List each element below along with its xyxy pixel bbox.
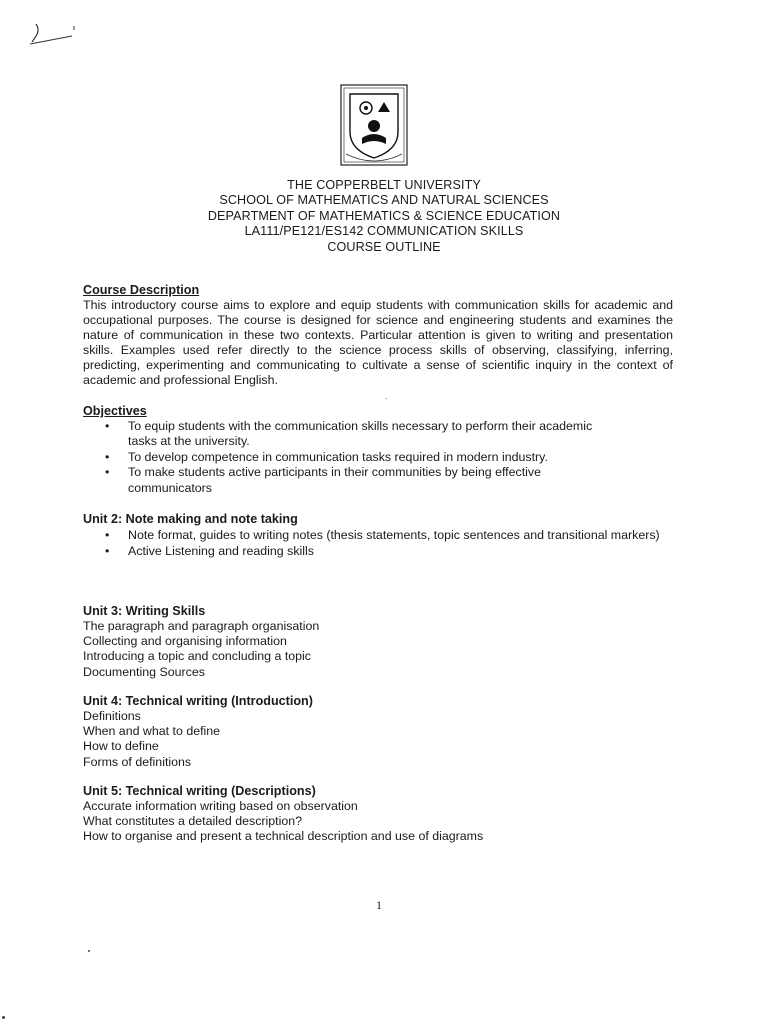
list-item: • Note format, guides to writing notes (thesis statements, topic sentences and transitional markers) [83, 528, 673, 543]
university-name: THE COPPERBELT UNIVERSITY [287, 178, 481, 192]
document-header [0, 178, 768, 255]
unit-4-section [83, 694, 673, 770]
list-item: • To develop competence in communication tasks required in modern industry. [83, 450, 673, 465]
university-crest-logo [340, 84, 408, 166]
unit-4-heading: Unit 4: Technical writing (Introduction) [83, 694, 313, 708]
objectives-heading: Objectives [83, 404, 147, 418]
scan-speck [386, 398, 387, 399]
unit-4-line: When and what to define [83, 724, 221, 739]
unit-2-list [83, 528, 673, 560]
course-description-text: This introductory course aims to explore and equip students with communication skills for academic and occupational purposes. The course is designed for science and engineering students and examines the nature of communication in these two contexts. Particular attention is given to writing and presentation skills. Examples used refer directly to the science process skills of observing, classifying, inferring, predicting, experimenting and communicating to cultivate a sense of scientific inquiry in the context of academic and professional English. [83, 298, 673, 388]
unit-5-heading: Unit 5: Technical writing (Descriptions) [83, 784, 316, 798]
unit-4-line: Definitions [83, 709, 141, 723]
unit-3-line: Collecting and organising information [83, 634, 287, 649]
unit-3-line: The paragraph and paragraph organisation [83, 619, 320, 633]
pen-mark [24, 20, 84, 50]
course-description-section [83, 283, 673, 389]
unit-4-line: Forms of definitions [83, 754, 192, 769]
scan-speck [2, 1016, 5, 1019]
objectives-section [83, 404, 673, 496]
page-number: 1 [376, 898, 382, 912]
document-title: COURSE OUTLINE [327, 239, 441, 254]
unit-3-line: Documenting Sources [83, 664, 205, 679]
unit-3-heading: Unit 3: Writing Skills [83, 604, 206, 618]
unit-3-line: Introducing a topic and concluding a topic [83, 649, 312, 664]
unit-2-heading: Unit 2: Note making and note taking [83, 512, 298, 526]
unit-2-section [83, 512, 673, 560]
objectives-list [83, 419, 673, 496]
unit-5-line: How to organise and present a technical description and use of diagrams [83, 829, 484, 844]
unit-5-section [83, 784, 673, 845]
school-name: SCHOOL OF MATHEMATICS AND NATURAL SCIENCES [219, 193, 549, 208]
list-item: • Active Listening and reading skills [83, 544, 673, 559]
scan-speck [88, 950, 90, 952]
unit-4-line: How to define [83, 739, 159, 754]
department-name: DEPARTMENT OF MATHEMATICS & SCIENCE EDUCATION [207, 208, 561, 223]
course-description-heading: Course Description [83, 283, 200, 297]
unit-5-line: What constitutes a detailed description? [83, 814, 303, 829]
list-item: • To make students active participants in their communities by being effective communicators [83, 465, 673, 496]
unit-5-line: Accurate information writing based on observation [83, 799, 358, 813]
list-item: • To equip students with the communication skills necessary to perform their academic tasks at the university. [83, 419, 673, 450]
unit-3-section [83, 604, 673, 680]
course-code-title: LA111/PE121/ES142 COMMUNICATION SKILLS [244, 224, 524, 239]
